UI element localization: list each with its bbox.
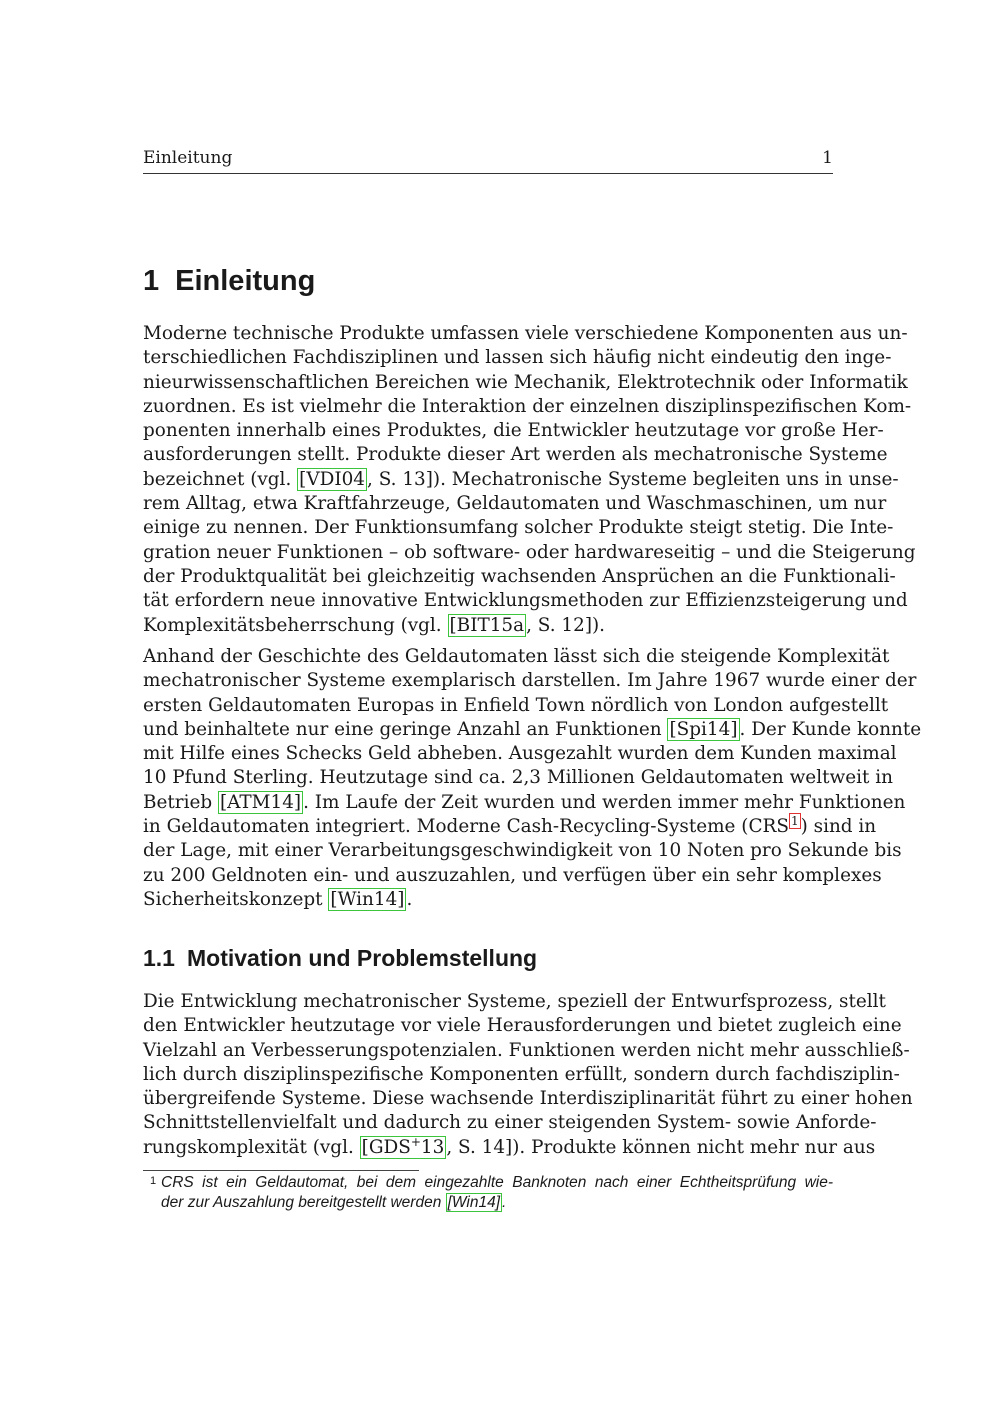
text-line xyxy=(143,888,833,912)
text-line xyxy=(143,791,906,815)
text-run: in Geldautomaten integriert. Moderne Cash-Recycling-Systeme (CRS xyxy=(143,816,789,838)
text-line: mechatronischer Systeme exemplarisch darstellen. Im Jahre 1967 wurde einer der xyxy=(143,670,917,692)
text-line: nieurwissenschaftlichen Bereichen wie Mechanik, Elektrotechnik oder Informatik xyxy=(143,371,908,393)
citation-sup: + xyxy=(410,1134,421,1149)
text-run: der zur Auszahlung bereitgestellt werden xyxy=(161,1194,446,1211)
citation-text: [GDS xyxy=(361,1136,411,1158)
footnote xyxy=(150,1173,833,1213)
text-line: Die Entwicklung mechatronischer Systeme, speziell der Entwurfsprozess, stellt xyxy=(143,991,886,1012)
text-run: und beinhaltete nur eine geringe Anzahl an Funktionen xyxy=(143,718,668,740)
section-title: Motivation und Problemstellung xyxy=(186,945,538,971)
footnote-line xyxy=(150,1193,833,1213)
footnote-reference[interactable]: 1 xyxy=(790,813,799,828)
text-line xyxy=(143,718,922,742)
text-line: rem Alltag, etwa Kraftfahrzeuge, Geldautomaten und Waschmaschinen, um nur xyxy=(143,493,887,515)
text-run: , S. 13]). Mechatronische Systeme begleiten uns in unse- xyxy=(367,468,899,490)
text-run: . Im Laufe der Zeit wurden und werden immer mehr Funktionen xyxy=(303,791,906,813)
text-line: Schnittstellenvielfalt und dadurch zu einer steigenden System- sowie Anforde- xyxy=(143,1112,877,1134)
citation-link[interactable]: [Spi14] xyxy=(669,718,738,740)
chapter-title: Einleitung xyxy=(175,265,316,297)
paragraph-3 xyxy=(143,990,913,1160)
text-line: mit Hilfe eines Schecks Geld abheben. Ausgezahlt wurden dem Kunden maximal xyxy=(143,743,897,765)
text-line xyxy=(143,813,877,839)
citation-link[interactable]: [VDI04 xyxy=(299,468,366,490)
text-line: ponenten innerhalb eines Produktes, die Entwickler heutzutage vor große Her- xyxy=(143,420,884,442)
header-title: Einleitung xyxy=(143,148,233,168)
text-line: der Produktqualität bei gleichzeitig wachsenden Ansprüchen an die Funktionali- xyxy=(143,565,896,587)
text-line: den Entwickler heutzutage vor viele Herausforderungen und bietet zugleich eine xyxy=(143,1015,902,1037)
text-run: Betrieb xyxy=(143,791,218,813)
text-line: übergreifende Systeme. Diese wachsende Interdisziplinarität führt zu einer hohen xyxy=(143,1088,913,1110)
text-line: zu 200 Geldnoten ein- und auszuzahlen, und verfügen über ein sehr komplexes xyxy=(143,864,882,886)
citation-link[interactable]: [Win14] xyxy=(447,1194,501,1211)
text-line xyxy=(143,468,899,492)
text-line: ersten Geldautomaten Europas in Enfield Town nördlich von London aufgestellt xyxy=(143,694,889,716)
page-number: 1 xyxy=(822,148,833,168)
text-line: Vielzahl an Verbesserungspotenzialen. Funktionen werden nicht mehr ausschließ- xyxy=(143,1039,910,1061)
text-line: Anhand der Geschichte des Geldautomaten lässt sich die steigende Komplexität xyxy=(143,646,890,667)
paragraph-1 xyxy=(143,322,916,638)
chapter-number: 1 xyxy=(143,265,160,297)
citation-link[interactable]: [Win14] xyxy=(330,888,405,910)
citation-link[interactable] xyxy=(360,1136,447,1159)
citation-link[interactable]: [ATM14] xyxy=(219,791,302,813)
text-line: gration neuer Funktionen – ob software- oder hardwareseitig – und die Steigerung xyxy=(143,541,916,563)
text-run: bezeichnet (vgl. xyxy=(143,468,298,490)
text-line: tät erfordern neue innovative Entwicklungsmethoden zur Effizienzsteigerung und xyxy=(143,590,908,612)
text-line: Moderne technische Produkte umfassen viele verschiedene Komponenten aus un- xyxy=(143,323,908,344)
running-header xyxy=(143,148,833,174)
text-line: 10 Pfund Sterling. Heutzutage sind ca. 2,3 Millionen Geldautomaten weltweit in xyxy=(143,767,893,789)
text-line: einige zu nennen. Der Funktionsumfang solcher Produkte steigt stetig. Die Inte- xyxy=(143,517,894,539)
citation-link[interactable]: [BIT15a xyxy=(449,614,525,636)
text-line xyxy=(143,1134,876,1160)
text-run: , S. 14]). Produkte können nicht mehr nur aus xyxy=(446,1136,876,1158)
footnote-divider xyxy=(143,1170,419,1171)
text-line: terschiedlichen Fachdisziplinen und lassen sich häufig nicht eindeutig den inge- xyxy=(143,347,892,369)
text-run: , S. 12]). xyxy=(526,614,606,636)
text-line: der Lage, mit einer Verarbeitungsgeschwindigkeit von 10 Noten pro Sekunde bis xyxy=(143,840,902,862)
text-run: Komplexitätsbeherrschung (vgl. xyxy=(143,614,448,636)
text-run: . Der Kunde konnte xyxy=(739,718,922,740)
citation-text: 13 xyxy=(420,1136,445,1158)
text-run: Sicherheitskonzept xyxy=(143,888,329,910)
text-line xyxy=(143,614,833,638)
text-run: rungskomplexität (vgl. xyxy=(143,1136,360,1158)
text-line: ausforderungen stellt. Produkte dieser Art werden als mechatronische Systeme xyxy=(143,444,888,466)
footnote-mark: 1 xyxy=(150,1175,157,1187)
chapter-heading xyxy=(143,265,315,298)
footnote-line: CRS ist ein Geldautomat, bei dem eingezahlte Banknoten nach einer Echtheitsprüfung wie- xyxy=(161,1174,833,1191)
text-line: zuordnen. Es ist vielmehr die Interaktion der einzelnen disziplinspezifischen Kom- xyxy=(143,395,912,417)
section-number: 1.1 xyxy=(143,945,175,971)
text-run: . xyxy=(406,888,413,910)
text-run: ) sind in xyxy=(800,816,877,838)
text-line: lich durch disziplinspezifische Komponenten erfüllt, sondern durch fachdisziplin- xyxy=(143,1063,900,1085)
section-heading xyxy=(143,945,537,972)
paragraph-2 xyxy=(143,645,922,912)
text-run: . xyxy=(502,1194,507,1211)
